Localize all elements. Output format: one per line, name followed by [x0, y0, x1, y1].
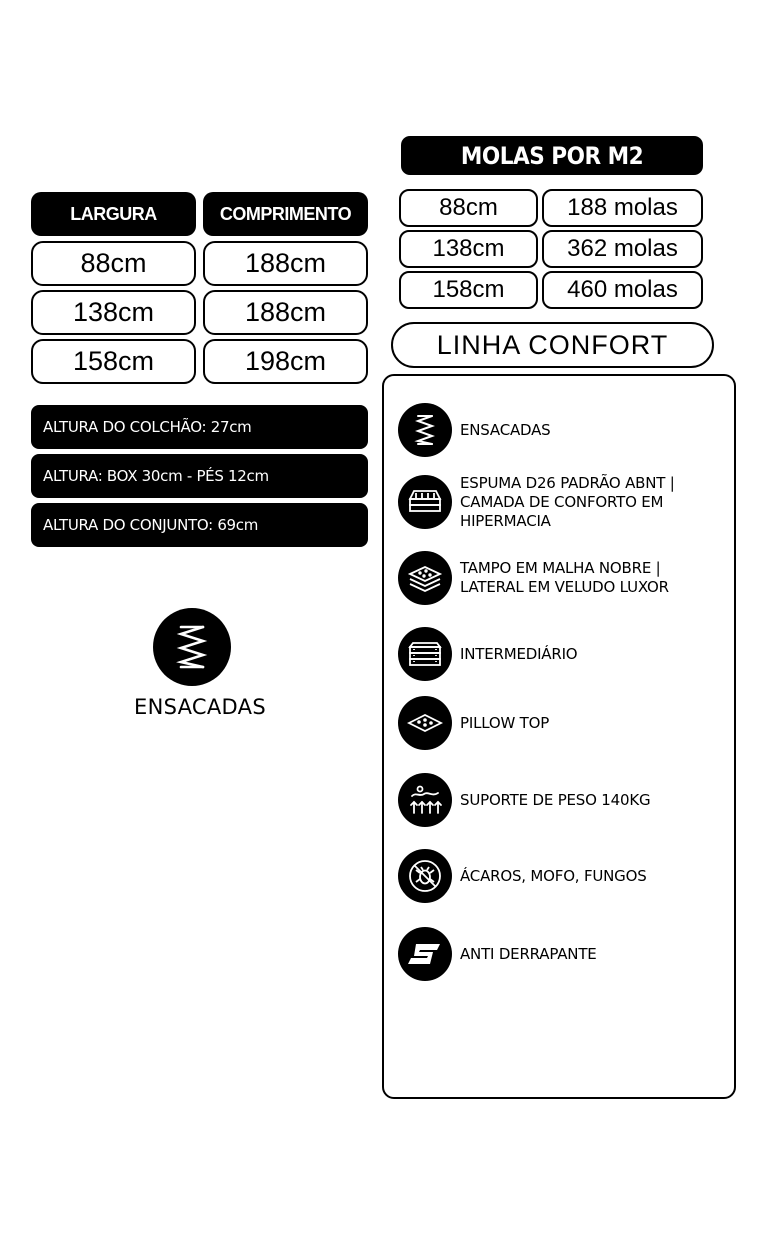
height-box-label: ALTURA: BOX 30cm - PÉS 12cm — [43, 467, 269, 485]
springs-size-cell: 138cm — [399, 230, 538, 268]
feature-text: ÁCAROS, MOFO, FUNGOS — [460, 866, 647, 885]
height-mattress-label: ALTURA DO COLCHÃO: 27cm — [43, 418, 252, 436]
feature-item — [398, 472, 728, 532]
width-cell: 88cm — [31, 241, 196, 286]
length-cell: 188cm — [203, 290, 368, 335]
feature-text: ANTI DERRAPANTE — [460, 944, 597, 963]
feature-item — [398, 550, 728, 606]
springs-count-cell: 188 molas — [542, 189, 703, 227]
mattress-stack-icon — [398, 627, 452, 681]
springs-size-cell: 158cm — [399, 271, 538, 309]
springs-count-cell: 362 molas — [542, 230, 703, 268]
width-cell: 138cm — [31, 290, 196, 335]
anti-mite-icon — [398, 849, 452, 903]
weight-support-icon — [398, 773, 452, 827]
feature-text: SUPORTE DE PESO 140KG — [460, 790, 651, 809]
feature-item — [398, 848, 728, 904]
height-box-bar — [31, 454, 368, 498]
spring-icon — [153, 608, 231, 686]
length-header: COMPRIMENTO — [203, 192, 368, 236]
width-cell: 158cm — [31, 339, 196, 384]
length-cell: 198cm — [203, 339, 368, 384]
springs-size-cell: 88cm — [399, 189, 538, 227]
foam-layers-icon — [398, 475, 452, 529]
feature-item — [398, 772, 728, 828]
height-set-label: ALTURA DO CONJUNTO: 69cm — [43, 516, 259, 534]
feature-text: INTERMEDIÁRIO — [460, 644, 578, 663]
line-name: LINHA CONFORT — [391, 322, 714, 368]
width-header: LARGURA — [31, 192, 196, 236]
fabric-top-icon — [398, 551, 452, 605]
feature-text: ENSACADAS — [460, 420, 551, 439]
feature-text: PILLOW TOP — [460, 713, 550, 732]
height-mattress-bar — [31, 405, 368, 449]
height-set-bar — [31, 503, 368, 547]
feature-text: ESPUMA D26 PADRÃO ABNT | CAMADA DE CONFORTO EM HIPERMACIA — [460, 473, 675, 530]
pillow-top-icon — [398, 696, 452, 750]
feature-text: TAMPO EM MALHA NOBRE | LATERAL EM VELUDO LUXOR — [460, 559, 669, 596]
feature-item — [398, 626, 728, 682]
feature-item — [398, 402, 728, 458]
spring-badge-label: ENSACADAS — [134, 695, 266, 719]
feature-item — [398, 695, 728, 751]
length-cell: 188cm — [203, 241, 368, 286]
springs-title: MOLAS POR M2 — [401, 136, 703, 175]
feature-item — [398, 926, 728, 982]
spring-icon — [398, 403, 452, 457]
anti-slip-icon — [398, 927, 452, 981]
springs-count-cell: 460 molas — [542, 271, 703, 309]
